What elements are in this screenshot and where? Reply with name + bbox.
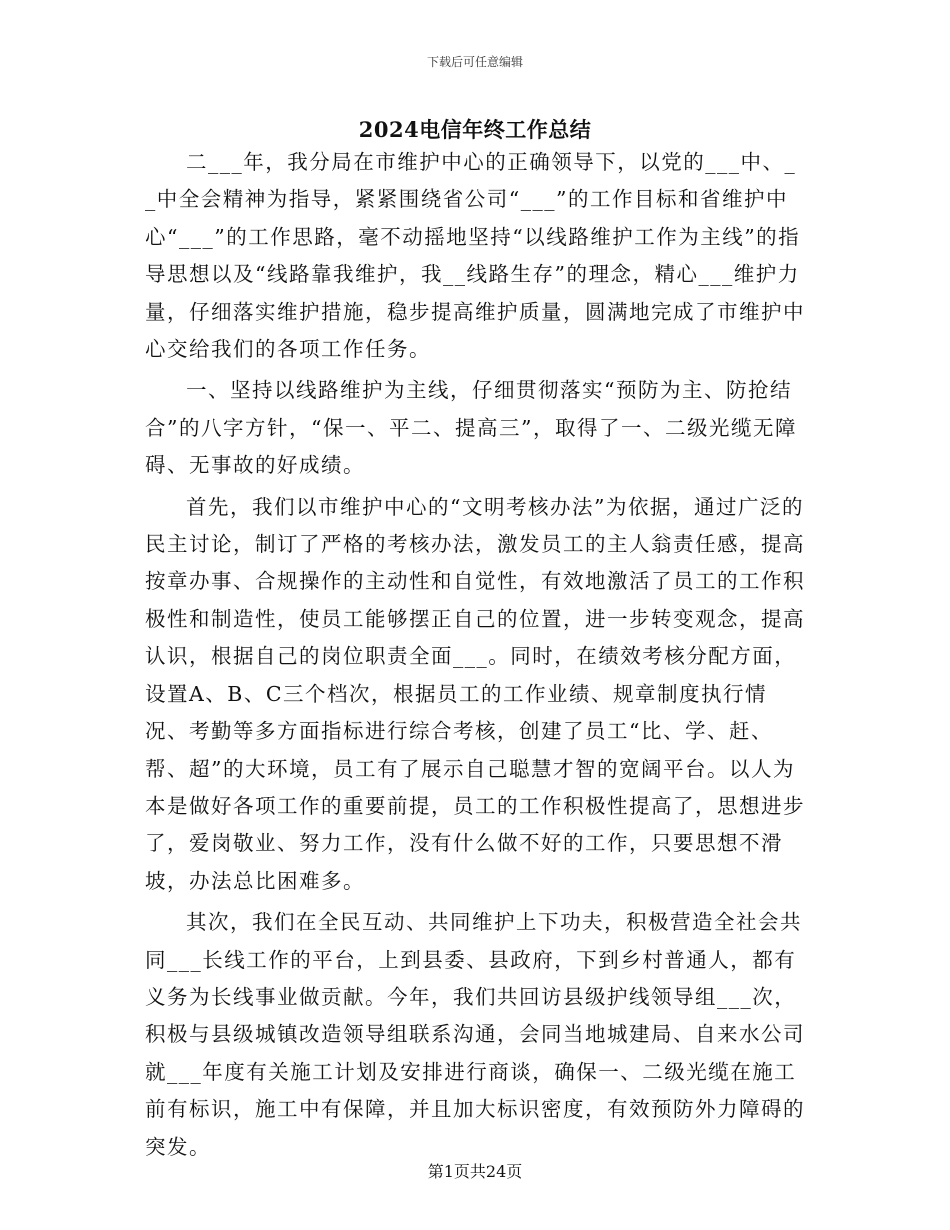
- paragraph-3: 首先，我们以市维护中心的“文明考核办法”为依据，通过广泛的民主讨论，制订了严格的考核办法，激发员工的主人翁责任感，提高按章办事、合规操作的主动性和自觉性，有效地激活了员工的工作积极性和制造性，使员工能够摆正自己的位置，进一步转变观念，提高认识，根据自己的岗位职责全面___。同时，在绩效考核分配方面，设置A、B、C三个档次，根据员工的工作业绩、规章制度执行情况、考勤等多方面指标进行综合考核，创建了员工“比、学、赶、帮、超”的大环境，员工有了展示自己聪慧才智的宽阔平台。以人为本是做好各项工作的重要前提，员工的工作积极性提高了，思想进步了，爱岗敬业、努力工作，没有什么做不好的工作，只要思想不滑坡，办法总比困难多。: [145, 494, 805, 893]
- document-body: [145, 144, 805, 1170]
- paragraph-2: 一、坚持以线路维护为主线，仔细贯彻落实“预防为主、防抢结合”的八字方针，“保一、平二、提高三”，取得了一、二级光缆无障碍、无事故的好成绩。: [145, 378, 797, 478]
- document-title: 2024电信年终工作总结: [358, 117, 592, 142]
- page-number: 第1页共24页: [427, 1162, 523, 1181]
- page-header-note: 下载后可任意编辑: [426, 55, 523, 69]
- paragraph-1: 二___年，我分局在市维护中心的正确领导下，以党的___中、__中全会精神为指导，紧紧围绕省公司“___”的工作目标和省维护中心“___”的工作思路，毫不动摇地坚持“以线路维护工作为主线”的指导思想以及“线路靠我维护，我__线路生存”的理念，精心___维护力量，仔细落实维护措施，稳步提高维护质量，圆满地完成了市维护中心交给我们的各项工作任务。: [145, 150, 805, 362]
- paragraph-4: 其次，我们在全民互动、共同维护上下功夫，积极营造全社会共同___长线工作的平台，上到县委、县政府，下到乡村普通人，都有义务为长线事业做贡献。今年，我们共回访县级护线领导组___次，积极与县级城镇改造领导组联系沟通，会同当地城建局、自来水公司就___年度有关施工计划及安排进行商谈，确保一、二级光缆在施工前有标识，施工中有保障，并且加大标识密度，有效预防外力障碍的突发。: [145, 910, 805, 1159]
